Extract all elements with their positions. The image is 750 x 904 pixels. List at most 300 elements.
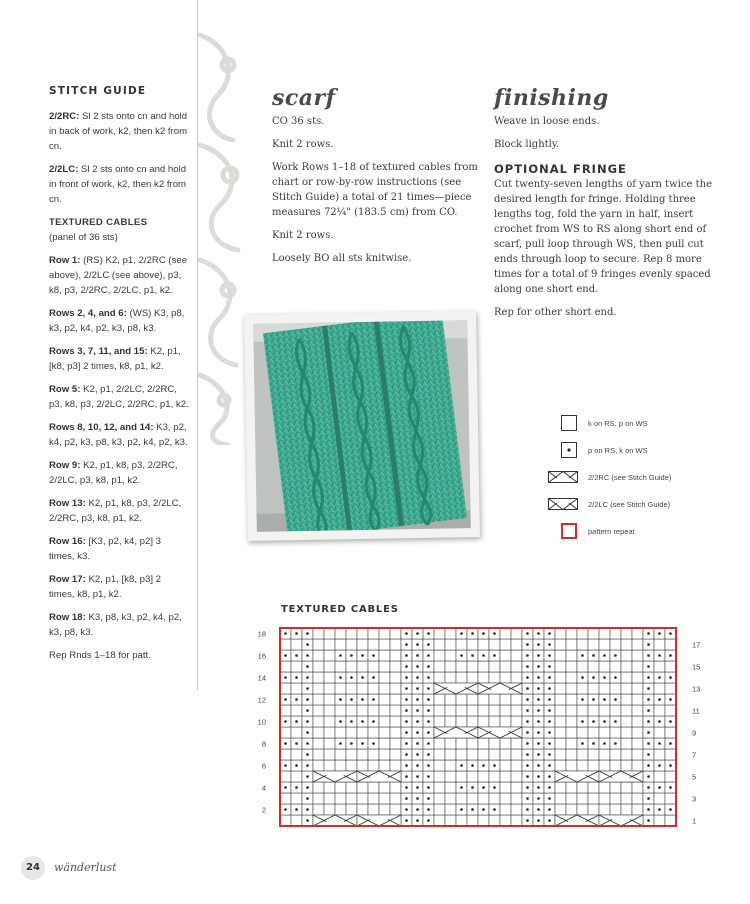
purl-dot	[350, 676, 353, 679]
purl-dot	[647, 731, 650, 734]
purl-dot	[284, 742, 287, 745]
scarf-paragraph: Loosely BO all sts knitwise.	[272, 253, 412, 264]
cable-cell	[357, 815, 401, 826]
purl-dot	[416, 720, 419, 723]
purl-dot	[306, 654, 309, 657]
chart-cell	[500, 782, 511, 793]
chart-cell	[434, 793, 445, 804]
chart-cell	[621, 628, 632, 639]
chart-cell	[434, 672, 445, 683]
chart-cell	[566, 694, 577, 705]
purl-dot	[537, 654, 540, 657]
chart-cell	[379, 760, 390, 771]
purl-dot	[537, 709, 540, 712]
chart-cell	[456, 793, 467, 804]
purl-dot	[416, 764, 419, 767]
chart-cell	[456, 738, 467, 749]
purl-dot	[339, 654, 342, 657]
chart-cell	[434, 628, 445, 639]
chart-cell	[357, 793, 368, 804]
chart-cell	[335, 628, 346, 639]
purl-dot	[493, 808, 496, 811]
purl-dot	[647, 753, 650, 756]
purl-dot	[306, 786, 309, 789]
chart-cell	[610, 661, 621, 672]
chart-cell	[511, 661, 522, 672]
row-label-right: 7	[692, 750, 697, 760]
purl-dot	[416, 775, 419, 778]
purl-dot	[647, 676, 650, 679]
purl-dot	[537, 742, 540, 745]
chart-cell	[291, 705, 302, 716]
finishing-paragraph: Weave in loose ends.	[494, 116, 600, 127]
purl-dot	[526, 654, 529, 657]
chart-cell	[445, 705, 456, 716]
purl-dot	[482, 808, 485, 811]
chart-cell	[511, 694, 522, 705]
chart-cell	[665, 705, 676, 716]
purl-dot	[548, 742, 551, 745]
chart-cell	[511, 628, 522, 639]
chart-cell	[632, 639, 643, 650]
chart-cell	[610, 782, 621, 793]
chart-cell	[346, 760, 357, 771]
chart-cell	[621, 661, 632, 672]
purl-dot	[416, 665, 419, 668]
chart-cell	[588, 782, 599, 793]
chart-cell	[511, 716, 522, 727]
chart-cell	[313, 738, 324, 749]
chart-cell	[280, 727, 291, 738]
chart-cell	[313, 804, 324, 815]
chart-cell	[599, 705, 610, 716]
purl-dot	[427, 753, 430, 756]
chart-cell	[445, 793, 456, 804]
purl-dot	[537, 676, 540, 679]
row-label-right: 5	[692, 772, 697, 782]
purl-dot	[372, 654, 375, 657]
chart-cell	[346, 639, 357, 650]
photo-frame	[244, 311, 480, 541]
chart-cell	[456, 749, 467, 760]
purl-dot	[482, 764, 485, 767]
chart-cell	[555, 760, 566, 771]
finishing-section	[494, 84, 726, 328]
chart-cell	[379, 672, 390, 683]
purl-dot	[284, 764, 287, 767]
chart-cell	[478, 661, 489, 672]
purl-dot	[548, 643, 551, 646]
chart-cell	[390, 628, 401, 639]
chart-cell	[632, 793, 643, 804]
chart-cell	[379, 738, 390, 749]
purl-dot	[493, 632, 496, 635]
purl-dot	[339, 698, 342, 701]
purl-dot	[614, 742, 617, 745]
purl-dot	[669, 720, 672, 723]
chart-cell	[577, 628, 588, 639]
purl-dot	[581, 654, 584, 657]
purl-dot	[372, 742, 375, 745]
chart-cell	[621, 683, 632, 694]
purl-dot	[647, 643, 650, 646]
purl-dot	[603, 742, 606, 745]
chart-cell	[511, 782, 522, 793]
purl-dot	[581, 720, 584, 723]
chart-cell	[588, 661, 599, 672]
chart-cell	[368, 760, 379, 771]
chart-cell	[621, 672, 632, 683]
chart-cell	[434, 749, 445, 760]
purl-dot	[405, 731, 408, 734]
purl-dot	[405, 632, 408, 635]
chart-cell	[599, 639, 610, 650]
chart-cell	[291, 771, 302, 782]
chart-cell	[478, 705, 489, 716]
purl-dot	[526, 731, 529, 734]
purl-dot	[526, 819, 529, 822]
chart-cell	[555, 804, 566, 815]
purl-dot	[416, 676, 419, 679]
purl-dot	[427, 819, 430, 822]
row-instruction: Row 18: K3, p8, k3, p2, k4, p2, k3, p8, k3.	[49, 612, 182, 638]
chart-cell	[577, 749, 588, 760]
chart-cell	[280, 815, 291, 826]
fringe-instructions: Cut twenty-seven lengths of yarn twice the desired length for fringe. Holding three lengths tog, fold the yarn in half, insert crochet from WS to RS along short end of scarf, pull loop through WS, then pull cut ends through loop to secure. Rep 8 more times for a total of 9 fringes evenly spaced along one short end.	[494, 179, 712, 295]
purl-dot	[427, 687, 430, 690]
purl-dot	[405, 775, 408, 778]
purl-dot	[460, 808, 463, 811]
purl-dot	[416, 632, 419, 635]
purl-dot	[284, 632, 287, 635]
chart-cell	[577, 705, 588, 716]
chart-cell	[632, 804, 643, 815]
chart-cell	[500, 804, 511, 815]
purl-dot	[647, 819, 650, 822]
chart-cell	[357, 782, 368, 793]
purl-dot	[526, 632, 529, 635]
purl-dot	[339, 742, 342, 745]
chart-cell	[335, 639, 346, 650]
chart-cell	[456, 771, 467, 782]
row-label-left: 16	[257, 651, 266, 661]
stitch-def-2-2lc: 2/2LC: Sl 2 sts onto cn and hold in front of work, k2, then k2 from cn.	[49, 164, 187, 205]
chart-cell	[621, 782, 632, 793]
purl-dot	[306, 643, 309, 646]
chart-cell	[511, 749, 522, 760]
scarf-title: scarf	[272, 85, 336, 111]
scarf-paragraph: CO 36 sts.	[272, 116, 325, 127]
purl-dot	[460, 786, 463, 789]
purl-dot	[416, 742, 419, 745]
chart-cell	[313, 694, 324, 705]
chart-cell	[632, 738, 643, 749]
chart-cell	[467, 793, 478, 804]
purl-dot	[537, 797, 540, 800]
purl-dot	[339, 676, 342, 679]
chart-cell	[434, 760, 445, 771]
chart-cell	[621, 694, 632, 705]
chart-cell	[434, 650, 445, 661]
chart-cell	[566, 804, 577, 815]
legend-item: 2/2LC (see Stitch Guide)	[560, 495, 670, 513]
chart-cell	[324, 705, 335, 716]
chart-cell	[610, 727, 621, 738]
chart-cell	[621, 749, 632, 760]
chart-cell	[555, 628, 566, 639]
purl-dot	[295, 676, 298, 679]
chart-cell	[445, 628, 456, 639]
purl-dot	[647, 665, 650, 668]
chart-cell	[566, 661, 577, 672]
chart-cell	[621, 804, 632, 815]
chart-cell	[445, 782, 456, 793]
purl-dot	[537, 698, 540, 701]
chart-cell	[566, 683, 577, 694]
chart-cell	[368, 749, 379, 760]
purl-dot	[482, 632, 485, 635]
purl-dot	[548, 797, 551, 800]
chart-cell	[324, 639, 335, 650]
empty-square-icon	[561, 415, 577, 431]
chart-cell	[335, 683, 346, 694]
knitted-cable-photo-icon	[253, 320, 471, 532]
chart-cell	[467, 639, 478, 650]
chart-cell	[280, 793, 291, 804]
cable-cell	[434, 727, 478, 738]
chart-cell	[379, 804, 390, 815]
purl-dot	[372, 676, 375, 679]
chart-cell	[489, 672, 500, 683]
purl-dot	[493, 654, 496, 657]
chart-cell	[346, 749, 357, 760]
chart-cell	[500, 661, 511, 672]
chart-cell	[665, 639, 676, 650]
chart-cell	[599, 793, 610, 804]
row-instruction: Row 16: [K3, p2, k4, p2] 3 times, k3.	[49, 536, 161, 562]
chart-cell	[632, 760, 643, 771]
cable-rc-icon	[548, 471, 578, 483]
scarf-photo	[253, 320, 471, 532]
chart-cell	[368, 661, 379, 672]
chart-cell	[555, 716, 566, 727]
row-label-left: 18	[257, 629, 266, 639]
chart-cell	[456, 705, 467, 716]
chart-cell	[467, 716, 478, 727]
chart-cell	[324, 749, 335, 760]
chart-cell	[335, 661, 346, 672]
purl-dot	[482, 786, 485, 789]
purl-dot	[427, 632, 430, 635]
chart-cell	[621, 639, 632, 650]
chart-cell	[313, 650, 324, 661]
row-instruction: Row 9: K2, p1, k8, p3, 2/2RC, 2/2LC, p3, k8, p1, k2.	[49, 460, 178, 486]
chart-cell	[511, 705, 522, 716]
purl-dot	[537, 764, 540, 767]
purl-dot	[416, 786, 419, 789]
chart-cell	[390, 694, 401, 705]
purl-dot	[526, 698, 529, 701]
chart-cell	[489, 749, 500, 760]
chart-cell	[588, 639, 599, 650]
finishing-paragraph: Rep for other short end.	[494, 307, 617, 318]
chart-cell	[665, 771, 676, 782]
chart-cell	[456, 661, 467, 672]
purl-dot	[306, 753, 309, 756]
purl-dot	[548, 775, 551, 778]
chart-cell	[434, 815, 445, 826]
chart-cell	[566, 727, 577, 738]
purl-dot	[306, 808, 309, 811]
purl-dot	[537, 632, 540, 635]
chart-cell	[654, 683, 665, 694]
chart-cell	[500, 771, 511, 782]
purl-dot	[471, 808, 474, 811]
row-instruction: Row 5: K2, p1, 2/2LC, 2/2RC, p3, k8, p3, 2/2LC, 2/2RC, p1, k2.	[49, 384, 189, 410]
chart-cell	[566, 749, 577, 760]
chart-cell	[489, 705, 500, 716]
chart-cell	[324, 727, 335, 738]
purl-dot	[658, 698, 661, 701]
chart-cell	[434, 639, 445, 650]
purl-dot	[295, 786, 298, 789]
cable-cell	[478, 727, 522, 738]
purl-dot	[306, 819, 309, 822]
purl-dot	[592, 698, 595, 701]
chart-cell	[456, 672, 467, 683]
purl-dot	[614, 698, 617, 701]
purl-dot	[416, 687, 419, 690]
chart-cell	[654, 749, 665, 760]
chart-cell	[632, 661, 643, 672]
purl-dot	[306, 698, 309, 701]
purl-dot	[405, 687, 408, 690]
chart-cell	[478, 639, 489, 650]
chart-cell	[313, 793, 324, 804]
purl-dot	[526, 786, 529, 789]
chart-cell	[654, 661, 665, 672]
purl-dot	[405, 808, 408, 811]
purl-dot	[658, 632, 661, 635]
chart-cell	[445, 661, 456, 672]
chart-cell	[390, 639, 401, 650]
textured-cables-chart	[250, 620, 720, 835]
chart-cell	[390, 727, 401, 738]
purl-dot	[493, 764, 496, 767]
purl-dot	[427, 665, 430, 668]
row-instruction: Rows 8, 10, 12, and 14: K3, p2, k4, p2, k3, p8, k3, p2, k4, p2, k3.	[49, 422, 188, 448]
chart-cell	[621, 793, 632, 804]
purl-dot	[306, 731, 309, 734]
purl-dot	[526, 676, 529, 679]
chart-cell	[621, 727, 632, 738]
chart-cell	[346, 705, 357, 716]
purl-dot	[537, 665, 540, 668]
purl-dot	[548, 676, 551, 679]
purl-dot	[471, 654, 474, 657]
chart-cell	[555, 749, 566, 760]
purl-dot	[537, 720, 540, 723]
purl-dot	[647, 720, 650, 723]
purl-dot	[614, 720, 617, 723]
chart-cell	[324, 760, 335, 771]
purl-dot	[537, 643, 540, 646]
chart-cell	[467, 738, 478, 749]
chart-cell	[566, 672, 577, 683]
chart-cell	[313, 628, 324, 639]
panel-note: (panel of 36 sts)	[49, 232, 118, 243]
purl-dot	[526, 643, 529, 646]
purl-dot	[350, 654, 353, 657]
purl-dot	[526, 808, 529, 811]
chart-cell	[335, 705, 346, 716]
chart-cell	[390, 804, 401, 815]
chart-cell	[566, 650, 577, 661]
chart-cell	[500, 628, 511, 639]
chart-cell	[588, 804, 599, 815]
chart-cell	[632, 694, 643, 705]
purl-dot	[471, 632, 474, 635]
chart-cell	[555, 672, 566, 683]
purl-dot	[669, 654, 672, 657]
chart-cell	[291, 683, 302, 694]
purl-dot	[427, 786, 430, 789]
row-label-right: 11	[692, 706, 700, 716]
purl-dot	[339, 720, 342, 723]
chart-cell	[291, 639, 302, 650]
chart-cell	[390, 760, 401, 771]
chart-cell	[500, 749, 511, 760]
purl-dot	[284, 720, 287, 723]
chart-cell	[390, 661, 401, 672]
chart-cell	[632, 716, 643, 727]
chart-cell	[555, 639, 566, 650]
purl-dot	[295, 742, 298, 745]
purl-dot	[537, 808, 540, 811]
purl-dot	[614, 676, 617, 679]
chart-cell	[555, 738, 566, 749]
chart-cell	[467, 694, 478, 705]
chart-cell	[555, 694, 566, 705]
purl-dot	[548, 753, 551, 756]
chart-cell	[577, 782, 588, 793]
purl-dot	[427, 720, 430, 723]
chart-cell	[379, 650, 390, 661]
filigree-ornament-icon	[198, 25, 246, 445]
scarf-paragraph: Knit 2 rows.	[272, 230, 334, 241]
chart-cell	[665, 793, 676, 804]
scarf-paragraph: Work Rows 1–18 of textured cables from chart or row-by-row instructions (see Stitch Guide) a total of 21 times—piece measures 72¼" (183.5 cm) from CO.	[272, 162, 478, 218]
chart-cell	[434, 705, 445, 716]
purl-dot	[647, 698, 650, 701]
chart-cell	[555, 782, 566, 793]
purl-dot	[284, 808, 287, 811]
chart-cell	[555, 727, 566, 738]
chart-cell	[478, 771, 489, 782]
chart-cell	[434, 716, 445, 727]
chart-cell	[346, 793, 357, 804]
chart-cell	[588, 683, 599, 694]
purl-dot	[416, 808, 419, 811]
row-label-left: 6	[261, 761, 266, 771]
chart-cell	[478, 716, 489, 727]
purl-dot	[427, 775, 430, 778]
chart-cell	[632, 628, 643, 639]
chart-cell	[566, 705, 577, 716]
purl-dot	[526, 720, 529, 723]
purl-dot	[306, 775, 309, 778]
chart-cell	[368, 727, 379, 738]
